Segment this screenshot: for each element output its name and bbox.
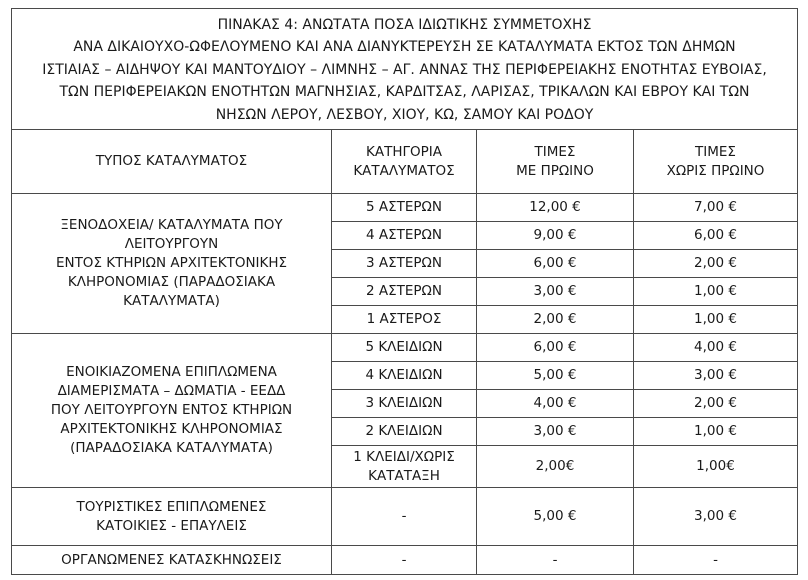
category-cell: 4 ΚΛΕΙΔΙΩΝ bbox=[332, 362, 477, 390]
header-category-line2: ΚΑΤΑΛΥΜΑΤΟΣ bbox=[353, 162, 455, 179]
header-category-line1: ΚΑΤΗΓΟΡΙΑ bbox=[366, 143, 442, 160]
title-line: ΙΣΤΙΑΙΑΣ – ΑΙΔΗΨΟΥ ΚΑΙ ΜΑΝΤΟΥΔΙΟΥ – ΛΙΜΝΗΣ – ΑΓ. ΑΝΝΑΣ ΤΗΣ ΠΕΡΙΦΕΡΕΙΑΚΗΣ ΕΝΟΤΗΤΑΣ ΕΥΒΟΙΑΣ, bbox=[42, 61, 767, 78]
price-without-cell: 1,00 € bbox=[634, 306, 798, 334]
category-cell: 1 ΑΣΤΕΡΟΣ bbox=[332, 306, 477, 334]
group-label-line: ΔΙΑΜΕΡΙΣΜΑΤΑ – ΔΩΜΑΤΙΑ - ΕΕΔΔ bbox=[57, 383, 286, 399]
group-label-hotels bbox=[12, 194, 332, 334]
price-without-cell: 3,00 € bbox=[634, 488, 798, 546]
title-line: ΠΙΝΑΚΑΣ 4: ΑΝΩΤΑΤΑ ΠΟΣΑ ΙΔΙΩΤΙΚΗΣ ΣΥΜΜΕΤΟΧΗΣ bbox=[217, 16, 592, 33]
price-with-cell: 4,00 € bbox=[477, 390, 634, 418]
category-cell: 3 ΑΣΤΕΡΩΝ bbox=[332, 250, 477, 278]
price-without-cell: 1,00€ bbox=[634, 446, 798, 488]
price-without-cell: 1,00 € bbox=[634, 278, 798, 306]
price-with-cell: 9,00 € bbox=[477, 222, 634, 250]
category-cell: 3 ΚΛΕΙΔΙΩΝ bbox=[332, 390, 477, 418]
category-line2: ΚΑΤΑΤΑΞΗ bbox=[368, 467, 440, 484]
table-row bbox=[12, 194, 798, 222]
table-row bbox=[12, 488, 798, 546]
table-row bbox=[12, 334, 798, 362]
category-cell bbox=[332, 446, 477, 488]
category-line1: 1 ΚΛΕΙΔΙ/ΧΩΡΙΣ bbox=[353, 448, 455, 465]
group-label-line: ΚΛΗΡΟΝΟΜΙΑΣ (ΠΑΡΑΔΟΣΙΑΚΑ bbox=[67, 274, 276, 290]
category-cell: 5 ΑΣΤΕΡΩΝ bbox=[332, 194, 477, 222]
price-with-cell: 12,00 € bbox=[477, 194, 634, 222]
camping-label: ΟΡΓΑΝΩΜΕΝΕΣ ΚΑΤΑΣΚΗΝΩΣΕΙΣ bbox=[12, 546, 332, 575]
price-with-cell: 5,00 € bbox=[477, 488, 634, 546]
price-without-cell: 2,00 € bbox=[634, 250, 798, 278]
category-cell: - bbox=[332, 546, 477, 575]
header-without-breakfast bbox=[634, 130, 798, 194]
group-label-line: ΕΝΤΟΣ ΚΤΗΡΙΩΝ ΑΡΧΙΤΕΚΤΟΝΙΚΗΣ bbox=[55, 255, 288, 271]
title-line: ΑΝΑ ΔΙΚΑΙΟΥΧΟ-ΩΦΕΛΟΥΜΕΝΟ ΚΑΙ ΑΝΑ ΔΙΑΝΥΚΤΕΡΕΥΣΗ ΣΕ ΚΑΤΑΛΥΜΑΤΑ ΕΚΤΟΣ ΤΩΝ ΔΗΜΩΝ bbox=[73, 39, 736, 56]
price-with-cell: 2,00 € bbox=[477, 306, 634, 334]
allowance-table bbox=[11, 8, 798, 575]
price-without-cell: 3,00 € bbox=[634, 362, 798, 390]
tourist-label-line2: ΚΑΤΟΙΚΙΕΣ - ΕΠΑΥΛΕΙΣ bbox=[96, 517, 247, 534]
table-title bbox=[12, 9, 798, 130]
header-with-line1: ΤΙΜΕΣ bbox=[534, 143, 576, 160]
category-cell: - bbox=[332, 488, 477, 546]
header-with-breakfast bbox=[477, 130, 634, 194]
category-cell: 2 ΚΛΕΙΔΙΩΝ bbox=[332, 418, 477, 446]
group-label-line: ΛΕΙΤΟΥΡΓΟΥΝ bbox=[124, 236, 219, 252]
group-label-line: (ΠΑΡΑΔΟΣΙΑΚΑ ΚΑΤΑΛΥΜΑΤΑ) bbox=[70, 440, 273, 456]
group-label-rooms bbox=[12, 334, 332, 488]
price-without-cell: 2,00 € bbox=[634, 390, 798, 418]
header-type: ΤΥΠΟΣ ΚΑΤΑΛΥΜΑΤΟΣ bbox=[12, 130, 332, 194]
group-label-line: ΕΝΟΙΚΙΑΖΟΜΕΝΑ ΕΠΙΠΛΩΜΕΝΑ bbox=[66, 364, 277, 380]
category-cell: 2 ΑΣΤΕΡΩΝ bbox=[332, 278, 477, 306]
price-with-cell: 6,00 € bbox=[477, 334, 634, 362]
header-without-line1: ΤΙΜΕΣ bbox=[695, 143, 736, 160]
price-with-cell: 3,00 € bbox=[477, 278, 634, 306]
title-line: ΝΗΣΩΝ ΛΕΡΟΥ, ΛΕΣΒΟΥ, ΧΙΟΥ, ΚΩ, ΣΑΜΟΥ ΚΑΙ ΡΟΔΟΥ bbox=[215, 106, 594, 123]
group-label-line: ΑΡΧΙΤΕΚΤΟΝΙΚΗΣ ΚΛΗΡΟΝΟΜΙΑΣ bbox=[60, 421, 283, 437]
price-with-cell: 3,00 € bbox=[477, 418, 634, 446]
price-with-cell: - bbox=[477, 546, 634, 575]
header-row bbox=[12, 130, 798, 194]
tourist-label-line1: ΤΟΥΡΙΣΤΙΚΕΣ ΕΠΙΠΛΩΜΕΝΕΣ bbox=[76, 498, 267, 515]
header-without-line2: ΧΩΡΙΣ ΠΡΩΙΝΟ bbox=[666, 162, 765, 179]
group-label-line: ΚΑΤΑΛΥΜΑΤΑ) bbox=[123, 293, 220, 309]
price-without-cell: 1,00 € bbox=[634, 418, 798, 446]
group-label-line: ΞΕΝΟΔΟΧΕΙΑ/ ΚΑΤΑΛΥΜΑΤΑ ΠΟΥ bbox=[60, 217, 283, 233]
header-with-line2: ΜΕ ΠΡΩΙΝΟ bbox=[516, 162, 594, 179]
price-without-cell: 6,00 € bbox=[634, 222, 798, 250]
price-without-cell: 7,00 € bbox=[634, 194, 798, 222]
price-with-cell: 6,00 € bbox=[477, 250, 634, 278]
table-row bbox=[12, 546, 798, 575]
price-with-cell: 5,00 € bbox=[477, 362, 634, 390]
price-without-cell: - bbox=[634, 546, 798, 575]
category-cell: 4 ΑΣΤΕΡΩΝ bbox=[332, 222, 477, 250]
group-label-line: ΠΟΥ ΛΕΙΤΟΥΡΓΟΥΝ ΕΝΤΟΣ ΚΤΗΡΙΩΝ bbox=[50, 402, 293, 418]
header-category bbox=[332, 130, 477, 194]
title-line: ΤΩΝ ΠΕΡΙΦΕΡΕΙΑΚΩΝ ΕΝΟΤΗΤΩΝ ΜΑΓΝΗΣΙΑΣ, ΚΑΡΔΙΤΣΑΣ, ΛΑΡΙΣΑΣ, ΤΡΙΚΑΛΩΝ ΚΑΙ ΕΒΡΟΥ ΚΑΙ ΤΩΝ bbox=[59, 84, 750, 101]
tourist-label bbox=[12, 488, 332, 546]
price-without-cell: 4,00 € bbox=[634, 334, 798, 362]
category-cell: 5 ΚΛΕΙΔΙΩΝ bbox=[332, 334, 477, 362]
price-with-cell: 2,00€ bbox=[477, 446, 634, 488]
